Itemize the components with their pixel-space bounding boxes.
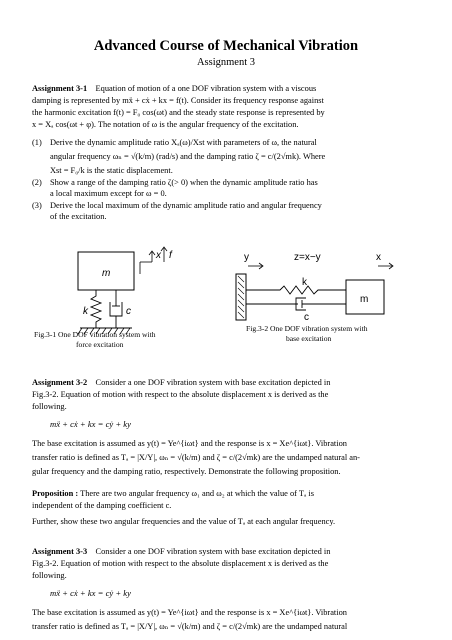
assignment-3-2-body3: gular frequency and the damping ratio, respectively. Demonstrate the following proposition. xyxy=(32,467,341,476)
mass-label-2: m xyxy=(360,294,369,305)
assignment-3-1-line3: the harmonic excitation f(t) = F₀ cos(ωt) and the steady state response is represented by xyxy=(32,108,325,117)
assignment-3-3-body2: transfer ratio is defined as Tₐ = |X/Y|, ωₙ = √(k/m) and ζ = c/(2√mk) are the undamped natural xyxy=(32,622,348,631)
spring-icon xyxy=(91,290,101,328)
assignment-3-1-line1: Equation of motion of a one DOF vibration system with a viscous xyxy=(95,84,317,93)
assignment-3-1-line4: x = Xₐ cos(ωt + φ). The notation of ω is the angular frequency of the excitation. xyxy=(32,120,299,129)
damper-label: c xyxy=(126,306,131,317)
proposition: Proposition : There are two angular frequency ω₁ and ω₂ at which the value of Tₐ is xyxy=(32,489,314,498)
assignment-3-2-line3: following. xyxy=(32,402,67,411)
assignment-3-3-intro: Assignment 3-3 Consider a one DOF vibration system with base excitation depicted in xyxy=(32,547,331,556)
proposition-line2: independent of the damping coefficient c. xyxy=(32,501,172,510)
assignment-3-2-equation: mẍ + cẋ + kx = cẏ + ky xyxy=(50,419,131,429)
proposition-further: Further, show these two angular frequencies and the value of Tₐ at each angular frequency. xyxy=(32,517,336,526)
spring-icon-2 xyxy=(246,286,346,294)
assignment-3-1-line2: damping is represented by mẍ + cẋ + kx = f(t). Consider its frequency response against xyxy=(32,96,324,105)
assignment-3-3-line2: Fig.3-2. Equation of motion with respect to the absolute displacement x is derived as the xyxy=(32,559,329,568)
figure-3-2-caption: Fig.3-2 One DOF vibration system with base excitation xyxy=(246,324,368,343)
f-label: f xyxy=(169,250,172,261)
spring-label-2: k xyxy=(302,277,307,288)
assignment-3-1-item-3: (3) Derive the local maximum of the dynamic amplitude ratio and angular frequency of the excitation. xyxy=(32,201,322,221)
document-title: Advanced Course of Mechanical Vibration xyxy=(93,38,359,54)
assignment-3-3-equation: mẍ + cẋ + kx = cẏ + ky xyxy=(50,588,131,598)
assignment-3-1-label: Assignment 3-1 xyxy=(32,84,88,93)
assignment-3-3-label: Assignment 3-3 xyxy=(32,547,88,556)
assignment-3-1-item-1: (1) Derive the dynamic amplitude ratio Xₐ(ω)/Xst with parameters of ω, the natural angular frequency ωₙ = √(k/m) (rad/s) and the damping ratio ζ = c/(2√mk). Where Xst = F₀/k is the static displacement. xyxy=(32,138,326,175)
assignment-3-1-item-2: (2) Show a range of the damping ratio ζ(> 0) when the dynamic amplitude ratio has a local maximum except for ω = 0. xyxy=(32,178,318,198)
assignment-3-2-line2: Fig.3-2. Equation of motion with respect to the absolute displacement x is derived as the xyxy=(32,390,329,399)
assignment-3-2-body2: transfer ratio is defined as Tₐ = |X/Y|, ωₙ = √(k/m) and ζ = c/(2√mk) are the undamped natural an- xyxy=(32,453,360,462)
figure-3-1-diagram xyxy=(40,240,200,340)
figure-3-2-diagram xyxy=(220,250,420,328)
assignment-3-3-body1: The base excitation is assumed as y(t) = Ye^{iωt} and the response is x = Xe^{iωt}. Vibration xyxy=(32,608,347,617)
assignment-3-2-intro: Assignment 3-2 Consider a one DOF vibration system with base excitation depicted in xyxy=(32,378,331,387)
assignment-3-2-label: Assignment 3-2 xyxy=(32,378,88,387)
assignment-3-2-body1: The base excitation is assumed as y(t) = Ye^{iωt} and the response is x = Xe^{iωt}. Vibration xyxy=(32,439,347,448)
assignment-3-1-intro xyxy=(32,83,420,94)
x-label: x xyxy=(156,250,161,261)
y-label: y xyxy=(244,252,249,263)
document-subtitle: Assignment 3 xyxy=(196,57,256,68)
x-label-right: x xyxy=(376,252,381,263)
proposition-label: Proposition : xyxy=(32,489,79,498)
assignment-3-3-line3: following. xyxy=(32,571,67,580)
z-label: z=x−y xyxy=(294,252,321,263)
mass-label: m xyxy=(102,268,111,279)
figure-3-1-caption: Fig.3-1 One DOF vibration system with force excitation xyxy=(34,330,156,349)
damper-label-2: c xyxy=(304,312,309,323)
spring-label: k xyxy=(83,306,88,317)
